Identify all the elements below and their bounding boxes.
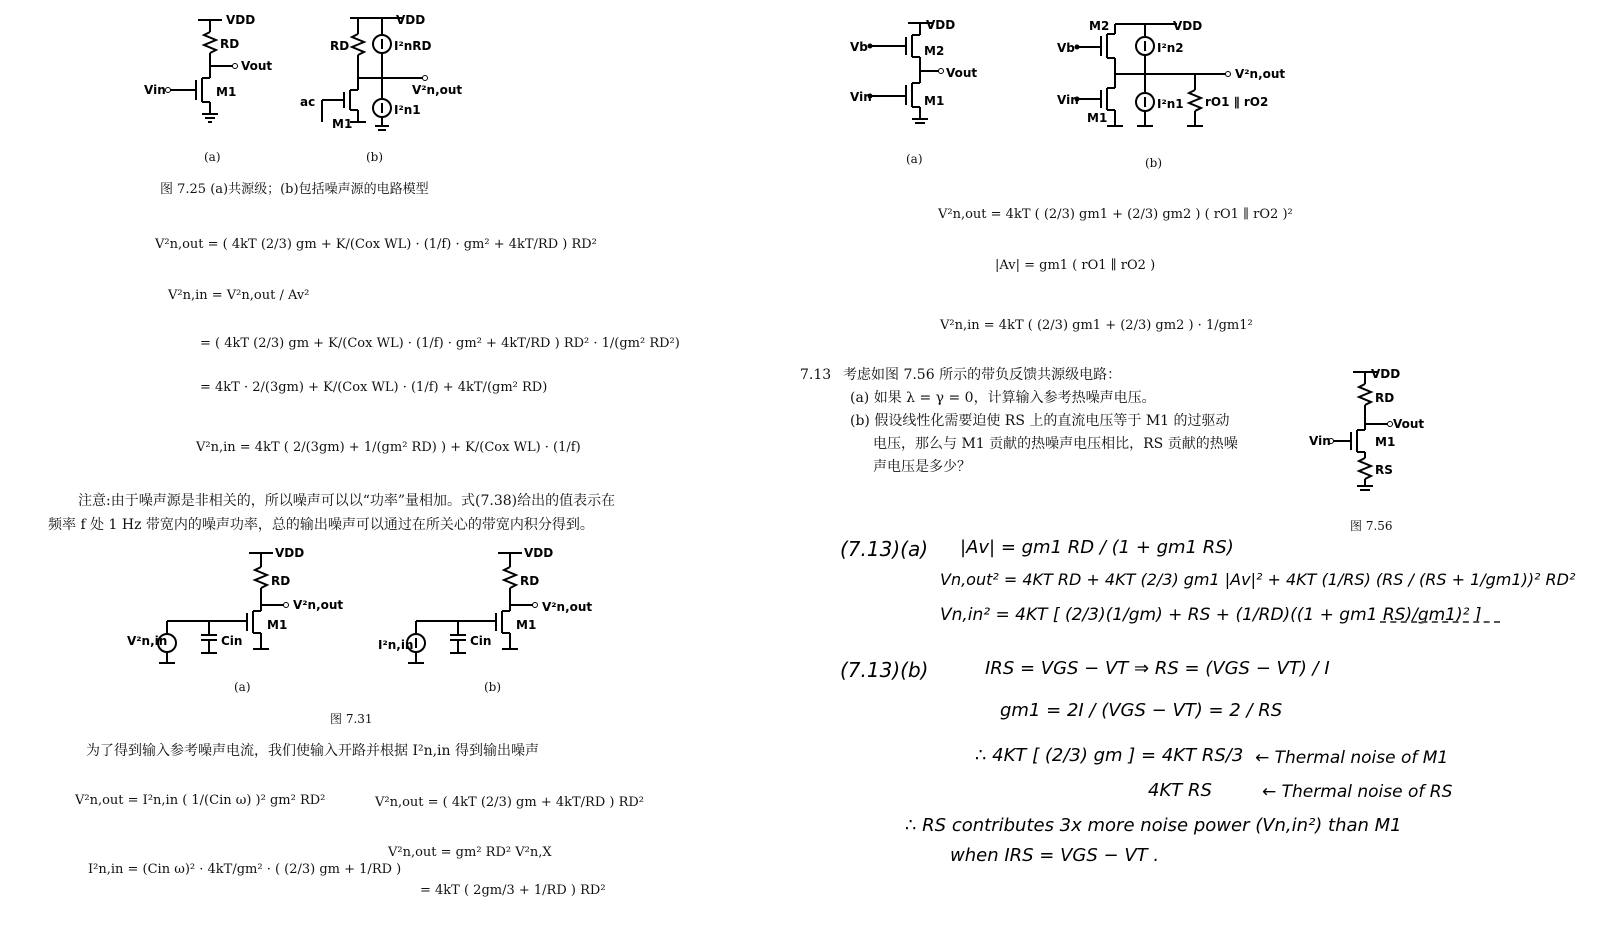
- fig731b-m1: M1: [516, 618, 537, 632]
- fig756-vdd: VDD: [1371, 367, 1401, 381]
- rt-fig-a-vin: Vin: [850, 90, 872, 104]
- hw-b4: 4KT RS: [1148, 780, 1212, 801]
- hw-a2: Vn,out² = 4KT RD + 4KT (2/3) gm1 |Av|² + 4KT (1/RS) (RS / (RS + 1/gm1))² RD²: [940, 570, 1576, 589]
- fig725b-rd: RD: [330, 39, 350, 53]
- hw-b4-note: ← Thermal noise of RS: [1262, 782, 1453, 802]
- fig731-sub-a: (a): [234, 680, 251, 694]
- problem-a: (a) 如果 λ = γ = 0，计算输入参考热噪声电压。: [850, 390, 1156, 406]
- left-eq2-1: V²n,out = I²n,in ( 1/(Cin ω) )² gm² RD²: [75, 793, 326, 808]
- problem-number: 7.13: [800, 367, 832, 383]
- fig731b-vdd: VDD: [524, 546, 554, 560]
- fig731b-rd: RD: [520, 574, 540, 588]
- fig731b-circuit: [380, 545, 600, 670]
- hw-b1: IRS = VGS − VT ⇒ RS = (VGS − VT) / I: [985, 658, 1330, 679]
- note-line-1: 注意:由于噪声源是非相关的，所以噪声可以以“功率”量相加。式(7.38)给出的值表示在: [78, 493, 616, 509]
- rt-fig-sub-a: (a): [906, 152, 923, 166]
- fig725-sub-a: (a): [204, 150, 221, 164]
- left-eq-1: V²n,out = ( 4kT (2/3) gm + K/(Cox WL) · (1/f) · gm² + 4kT/RD ) RD²: [155, 237, 597, 252]
- fig756-rd: RD: [1375, 391, 1395, 405]
- hw-b-label: (7.13)(b): [840, 658, 929, 682]
- right-eq-1: V²n,out = 4kT ( (2/3) gm1 + (2/3) gm2 ) ( rO1 ∥ rO2 )²: [938, 207, 1293, 222]
- fig756-circuit: [1305, 362, 1435, 502]
- hw-a-label: (7.13)(a): [840, 537, 928, 561]
- fig725b-vdd: VDD: [396, 13, 426, 27]
- fig731a-vnin: V²n,in: [127, 634, 168, 648]
- fig731b-vnout: V²n,out: [542, 600, 593, 614]
- rt-fig-a-circuit: [850, 15, 1000, 140]
- rt-fig-b-m1: M1: [1087, 111, 1108, 125]
- rt-fig-b-ro: rO1 ∥ rO2: [1205, 95, 1269, 109]
- rt-fig-b-vb: Vb: [1057, 41, 1075, 55]
- rt-fig-b-vnout: V²n,out: [1235, 67, 1286, 81]
- hw-b3-note: ← Thermal noise of M1: [1255, 748, 1449, 768]
- fig731a-circuit: [125, 545, 345, 670]
- fig725a-vin: Vin: [144, 83, 166, 97]
- hw-b3: ∴ 4KT [ (2/3) gm ] = 4KT RS/3: [975, 745, 1244, 766]
- rt-fig-a-m2: M2: [924, 44, 945, 58]
- rt-fig-b-m2: M2: [1089, 19, 1110, 33]
- fig731a-vdd: VDD: [275, 546, 305, 560]
- rt-fig-sub-b: (b): [1145, 156, 1163, 170]
- hw-a1: |Av| = gm1 RD / (1 + gm1 RS): [960, 537, 1234, 558]
- note-line-2: 频率 f 处 1 Hz 带宽内的噪声功率，总的输出噪声可以通过在所关心的带宽内积分得到。: [48, 517, 594, 533]
- problem-title: 考虑如图 7.56 所示的带负反馈共源级电路：: [843, 367, 1122, 383]
- left-eq-5: V²n,in = 4kT ( 2/(3gm) + 1/(gm² RD) ) + K/(Cox WL) · (1/f): [196, 440, 581, 455]
- fig731a-vnout: V²n,out: [293, 598, 344, 612]
- rt-fig-a-m1: M1: [924, 94, 945, 108]
- fig725-sub-b: (b): [366, 150, 384, 164]
- right-eq-2: |Av| = gm1 ( rO1 ∥ rO2 ): [995, 258, 1156, 273]
- fig756-caption: 图 7.56: [1350, 519, 1393, 533]
- fig725a-rd: RD: [220, 37, 240, 51]
- fig731a-rd: RD: [271, 574, 291, 588]
- fig756-m1: M1: [1375, 435, 1396, 449]
- hw-c2: when IRS = VGS − VT .: [950, 845, 1160, 866]
- left-eq2-3: V²n,out = ( 4kT (2/3) gm + 4kT/RD ) RD²: [375, 795, 645, 810]
- fig731a-m1: M1: [267, 618, 288, 632]
- fig731b-cin: Cin: [470, 634, 492, 648]
- rt-fig-a-vb: Vb: [850, 40, 868, 54]
- fig731a-cin: Cin: [221, 634, 243, 648]
- problem-b3: 声电压是多少？: [873, 459, 971, 475]
- left-eq-2: V²n,in = V²n,out / Av²: [168, 288, 310, 303]
- fig725b-m1: M1: [332, 117, 353, 131]
- fig725a-vout: Vout: [241, 59, 273, 73]
- rt-fig-b-vin: Vin: [1057, 93, 1079, 107]
- fig725a-m1: M1: [216, 85, 237, 99]
- rt-fig-b-vdd: VDD: [1173, 19, 1203, 33]
- fig756-rs: RS: [1375, 463, 1393, 477]
- fig731-sub-b: (b): [484, 680, 502, 694]
- fig725-caption: 图 7.25 (a)共源级；(b)包括噪声源的电路模型: [160, 182, 429, 197]
- left-eq2-4: V²n,out = gm² RD² V²n,X: [388, 845, 552, 860]
- hw-dash-line: [1380, 621, 1500, 623]
- hw-a3: Vn,in² = 4KT [ (2/3)(1/gm) + RS + (1/RD)((1 + gm1 RS)/gm1)² ]: [940, 605, 1482, 625]
- right-eq-3: V²n,in = 4kT ( (2/3) gm1 + (2/3) gm2 ) · 1/gm1²: [940, 318, 1253, 333]
- fig725b-inrd: I²nRD: [394, 39, 432, 53]
- left-eq-3: = ( 4kT (2/3) gm + K/(Cox WL) · (1/f) · gm² + 4kT/RD ) RD² · 1/(gm² RD²): [200, 336, 680, 351]
- fig731-caption: 图 7.31: [330, 712, 373, 726]
- hw-c1: ∴ RS contributes 3x more noise power (Vn,in²) than M1: [905, 815, 1402, 836]
- hw-b2: gm1 = 2I / (VGS − VT) = 2 / RS: [1000, 700, 1283, 721]
- para-2: 为了得到输入参考噪声电流，我们使输入开路并根据 I²n,in 得到输出噪声: [86, 743, 540, 759]
- fig731b-inin: I²n,in: [378, 638, 414, 652]
- fig725a-circuit: [140, 10, 290, 140]
- rt-fig-a-vout: Vout: [946, 66, 978, 80]
- rt-fig-b-in2: I²n2: [1157, 41, 1184, 55]
- rt-fig-b-circuit: [1055, 12, 1285, 142]
- fig725b-vnout: V²n,out: [412, 83, 463, 97]
- left-eq2-5: = 4kT ( 2gm/3 + 1/RD ) RD²: [420, 883, 606, 898]
- left-eq2-2: I²n,in = (Cin ω)² · 4kT/gm² · ( (2/3) gm + 1/RD ): [88, 862, 402, 877]
- fig725b-circuit: [300, 10, 480, 140]
- fig725b-ac: ac: [300, 95, 316, 109]
- rt-fig-b-in1: I²n1: [1157, 97, 1184, 111]
- fig725b-in1: I²n1: [394, 103, 421, 117]
- fig756-vin: Vin: [1309, 434, 1331, 448]
- fig756-vout: Vout: [1393, 417, 1425, 431]
- rt-fig-a-vdd: VDD: [926, 18, 956, 32]
- fig725a-vdd: VDD: [226, 13, 256, 27]
- left-eq-4: = 4kT · 2/(3gm) + K/(Cox WL) · (1/f) + 4kT/(gm² RD): [200, 380, 548, 395]
- problem-b2: 电压，那么与 M1 贡献的热噪声电压相比，RS 贡献的热噪: [873, 436, 1238, 452]
- problem-b1: (b) 假设线性化需要迫使 RS 上的直流电压等于 M1 的过驱动: [850, 413, 1230, 429]
